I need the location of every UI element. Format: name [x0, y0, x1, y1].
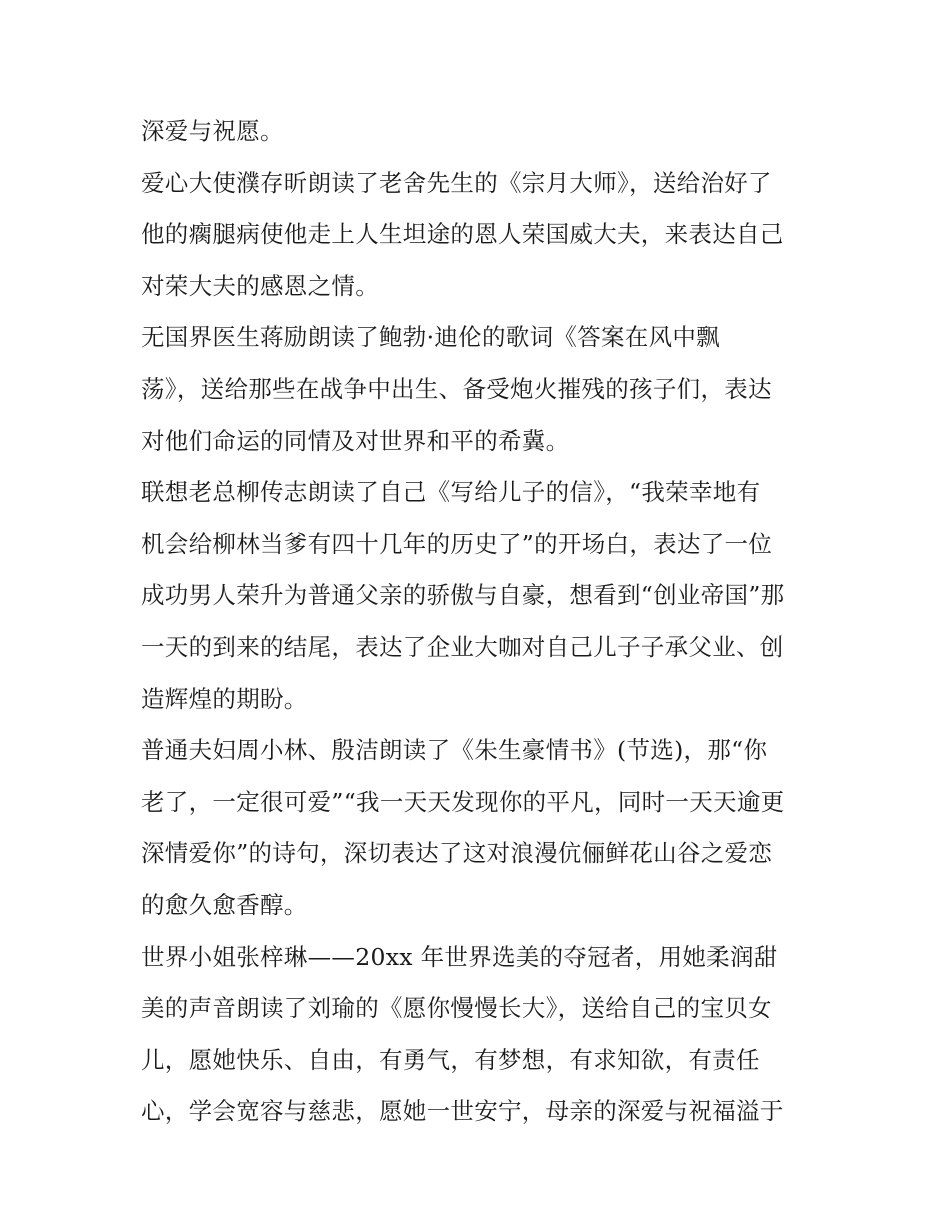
text-line: 世界小姐张梓琳——20xx 年世界选美的夺冠者，用她柔润甜 [141, 942, 778, 971]
text-line: 荡》，送给那些在战争中出生、备受炮火摧残的孩子们，表达 [141, 374, 772, 403]
text-line: 儿，愿她快乐、自由，有勇气，有梦想，有求知欲，有责任 [141, 1045, 760, 1074]
text-line: 老了，一定很可爱”“我一天天发现你的平凡，同时一天天逾更 [141, 787, 785, 816]
text-line: 对他们命运的同情及对世界和平的希冀。 [141, 426, 570, 455]
text-line: 的愈久愈香醇。 [141, 890, 308, 919]
text-line: 美的声音朗读了刘瑜的《愿你慢慢长大》，送给自己的宝贝女 [141, 994, 772, 1023]
body-text [141, 106, 811, 1138]
text-line: 他的瘸腿病使他走上人生坦途的恩人荣国威大夫，来表达自己 [141, 220, 784, 249]
text-line: 成功男人荣升为普通父亲的骄傲与自豪，想看到“创业帝国”那 [141, 581, 785, 610]
text-line: 心，学会宽容与慈悲，愿她一世安宁，母亲的深爱与祝福溢于 [141, 1097, 784, 1126]
text-line: 一天的到来的结尾，表达了企业大咖对自己儿子子承父业、创 [141, 632, 784, 661]
text-line: 普通夫妇周小林、殷洁朗读了《朱生豪情书》(节选)，那“你 [141, 736, 768, 765]
text-line: 联想老总柳传志朗读了自己《写给儿子的信》，“我荣幸地有 [141, 478, 761, 507]
text-line: 深情爱你”的诗句，深切表达了这对浪漫伉俪鲜花山谷之爱恋 [141, 839, 773, 868]
text-line: 无国界医生蒋励朗读了鲍勃·迪伦的歌词《答案在风中飘 [141, 323, 720, 352]
text-line: 造辉煌的期盼。 [141, 684, 308, 713]
text-line: 对荣大夫的感恩之情。 [141, 271, 379, 300]
text-line: 爱心大使濮存昕朗读了老舍先生的《宗月大师》，送给治好了 [141, 168, 772, 197]
text-line: 机会给柳林当爹有四十几年的历史了”的开场白，表达了一位 [141, 529, 773, 558]
text-line: 深爱与祝愿。 [141, 117, 284, 145]
